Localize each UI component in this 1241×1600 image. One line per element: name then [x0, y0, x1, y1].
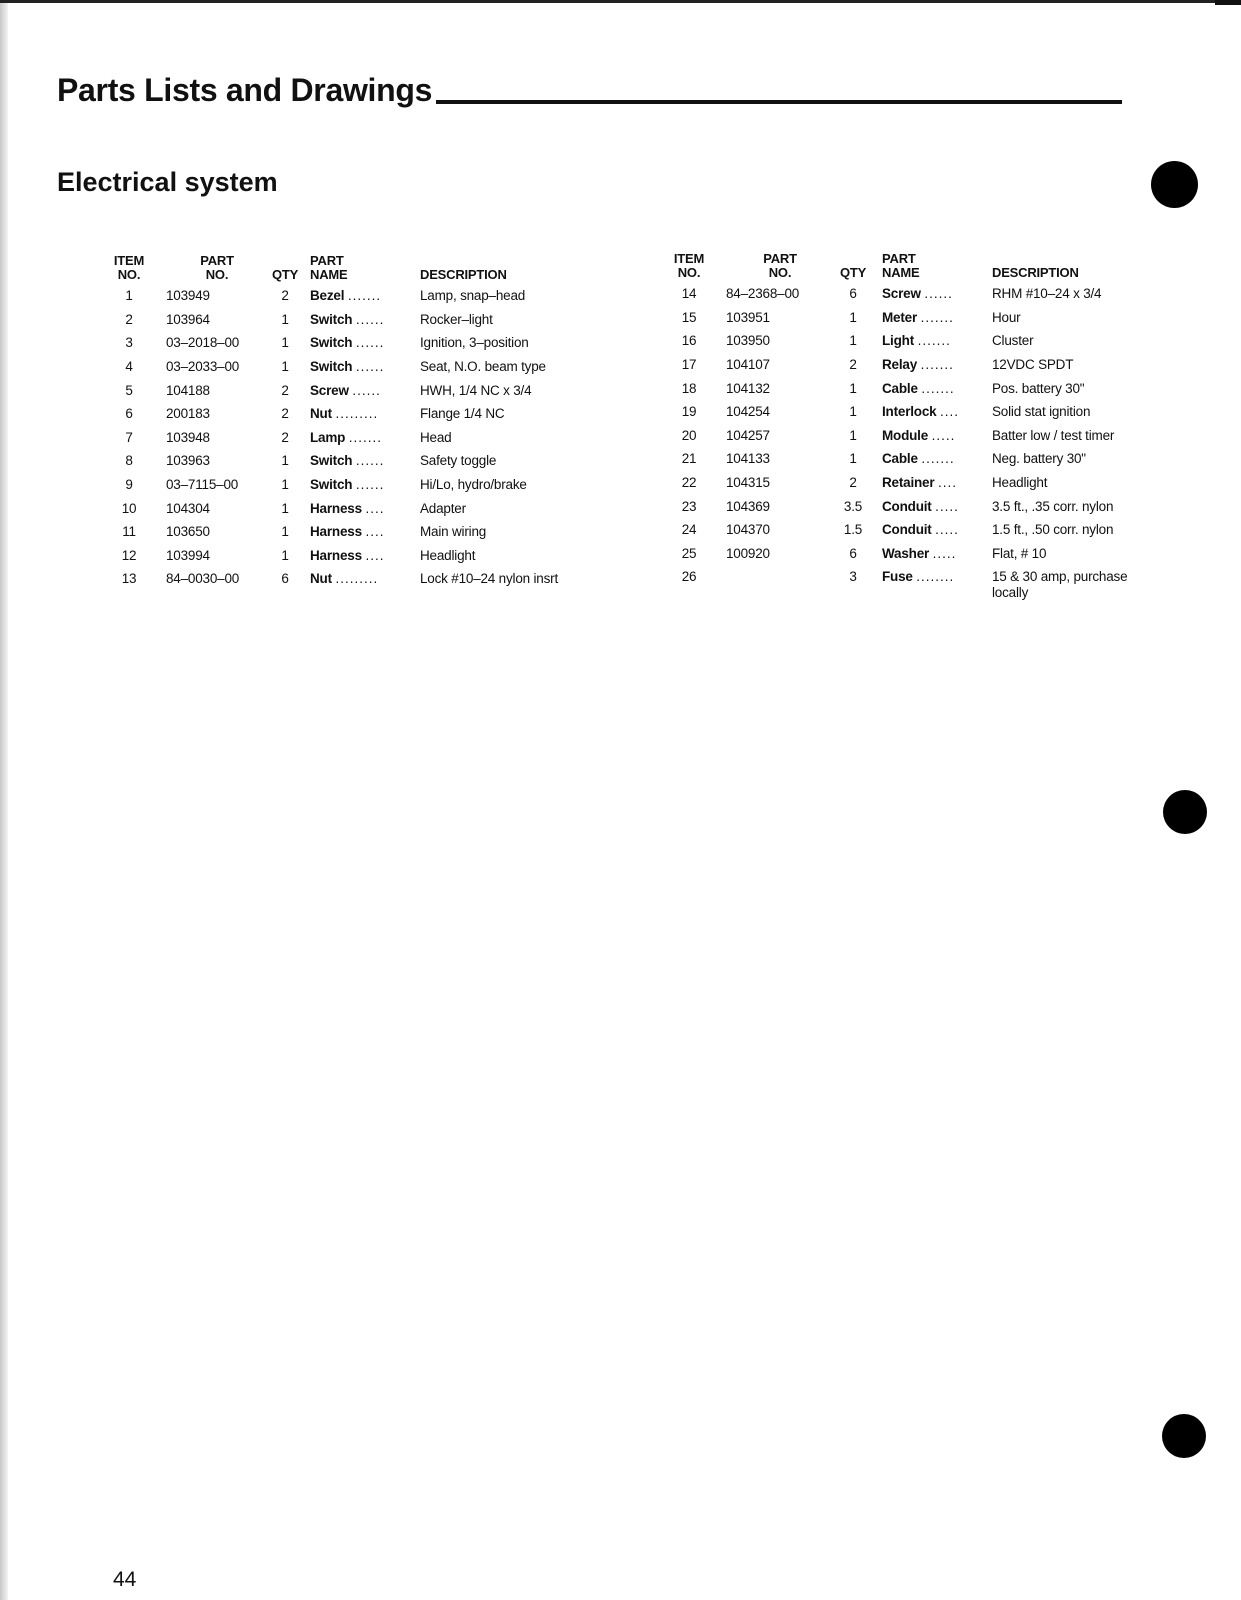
- item-no-cell: 26: [681, 569, 697, 585]
- part-no-cell: 104369: [726, 498, 770, 514]
- part-name-cell: [872, 499, 992, 523]
- part-name: Meter: [882, 309, 918, 325]
- item-no-cell: 17: [681, 357, 697, 373]
- leader-dots: ........: [916, 569, 955, 585]
- part-name-cell: [302, 524, 420, 548]
- qty-cell: 1: [849, 380, 857, 396]
- col-header-part-name: PART NAME: [882, 251, 920, 280]
- description-cell: Hi/Lo, hydro/brake: [420, 477, 527, 493]
- part-name: Switch: [310, 477, 353, 493]
- description-cell: Lock #10–24 nylon insrt: [420, 571, 558, 587]
- col-header-qty: QTY: [839, 264, 867, 280]
- part-name: Switch: [310, 335, 353, 351]
- qty-cell: 1: [281, 500, 289, 516]
- part-name-cell: [302, 406, 420, 430]
- part-no-cell: 104304: [166, 500, 210, 516]
- qty-cell: 1: [281, 359, 289, 375]
- qty-cell: 2: [849, 357, 857, 373]
- leader-dots: .....: [935, 498, 959, 514]
- qty-cell: 3: [849, 569, 857, 585]
- part-name-cell: [872, 546, 992, 570]
- part-no-cell: 103963: [166, 453, 210, 469]
- item-no-cell: 8: [125, 453, 133, 469]
- qty-cell: 2: [281, 406, 289, 422]
- part-name-cell: [872, 428, 992, 452]
- part-name: Retainer: [882, 475, 935, 491]
- part-name: Light: [882, 333, 914, 349]
- part-name-cell: [302, 501, 420, 525]
- parts-table-right: [670, 252, 1152, 600]
- part-no-cell: 103950: [726, 333, 770, 349]
- item-no-cell: 2: [125, 311, 133, 327]
- part-no-cell: 200183: [166, 406, 210, 422]
- part-name-cell: [872, 333, 992, 357]
- table-row: [670, 310, 1152, 334]
- table-row: [670, 546, 1152, 570]
- part-name: Switch: [310, 311, 353, 327]
- table-row: [104, 453, 610, 477]
- page-title-row: [57, 74, 1122, 106]
- part-name: Cable: [882, 451, 918, 467]
- part-name: Module: [882, 427, 929, 443]
- part-no-cell: [708, 569, 834, 600]
- table-row: [104, 430, 610, 454]
- item-no-cell: 10: [121, 500, 137, 516]
- part-name-cell: [302, 453, 420, 477]
- description-cell: Main wiring: [420, 524, 487, 540]
- leader-dots: .......: [917, 333, 951, 349]
- table-row: [104, 501, 610, 525]
- title-rule: [436, 100, 1122, 104]
- leader-dots: ....: [365, 524, 385, 540]
- part-name-cell: [872, 286, 992, 310]
- top-right-mark: [1215, 0, 1241, 5]
- qty-cell: 1: [281, 524, 289, 540]
- table-row: [104, 359, 610, 383]
- table-header-row: [670, 252, 1152, 286]
- description-cell: Adapter: [420, 500, 466, 516]
- part-name-cell: [302, 383, 420, 407]
- part-name-cell: [302, 312, 420, 336]
- leader-dots: .....: [931, 427, 956, 443]
- leader-dots: ....: [365, 547, 385, 563]
- description-cell: Batter low / test timer: [992, 427, 1115, 443]
- qty-cell: 1: [849, 427, 857, 443]
- item-no-cell: 12: [121, 547, 137, 563]
- punch-hole: [1162, 1414, 1206, 1458]
- table-row: [104, 524, 610, 548]
- part-no-cell: 104107: [726, 357, 770, 373]
- description-cell: Hour: [992, 309, 1021, 325]
- leader-dots: .....: [932, 545, 957, 561]
- item-no-cell: 11: [122, 524, 136, 540]
- part-name: Switch: [310, 453, 353, 469]
- description-cell: Flat, # 10: [992, 545, 1047, 561]
- leader-dots: ....: [937, 475, 957, 491]
- item-no-cell: 14: [681, 286, 697, 302]
- item-no-cell: 18: [681, 380, 697, 396]
- item-no-cell: 3: [125, 335, 133, 351]
- description-cell: Headlight: [992, 475, 1048, 491]
- part-no-cell: 84–0030–00: [166, 571, 240, 587]
- part-name: Fuse: [882, 569, 913, 585]
- qty-cell: 1: [281, 335, 289, 351]
- part-name-cell: [302, 359, 420, 383]
- part-no-cell: 103994: [166, 547, 210, 563]
- part-name: Lamp: [310, 429, 346, 445]
- leader-dots: ......: [355, 359, 385, 375]
- table-row: [670, 286, 1152, 310]
- qty-cell: 6: [281, 571, 289, 587]
- leader-dots: .......: [920, 309, 954, 325]
- part-name: Harness: [310, 547, 362, 563]
- col-header-part-no: PART NO.: [763, 251, 797, 280]
- table-row: [670, 381, 1152, 405]
- part-no-cell: 03–2018–00: [166, 335, 240, 351]
- part-no-cell: 104254: [726, 404, 770, 420]
- description-cell: Solid stat ignition: [992, 404, 1091, 420]
- page-edge-shadow: [0, 0, 8, 1600]
- leader-dots: ......: [355, 311, 385, 327]
- item-no-cell: 16: [681, 333, 697, 349]
- table-row: [104, 335, 610, 359]
- item-no-cell: 23: [681, 498, 697, 514]
- part-name: Bezel: [310, 288, 345, 304]
- part-name-cell: [302, 288, 420, 312]
- part-name: Conduit: [882, 522, 932, 538]
- description-cell: Head: [420, 429, 452, 445]
- leader-dots: .......: [920, 357, 954, 373]
- part-name-cell: [302, 571, 420, 595]
- description-cell: Headlight: [420, 547, 476, 563]
- qty-cell: 1: [281, 547, 289, 563]
- part-name-cell: [872, 475, 992, 499]
- part-no-cell: 103951: [726, 309, 770, 325]
- item-no-cell: 24: [681, 522, 697, 538]
- qty-cell: 6: [849, 545, 857, 561]
- col-header-part-no: PART NO.: [200, 253, 234, 282]
- part-name: Conduit: [882, 498, 932, 514]
- qty-cell: 1: [281, 311, 289, 327]
- description-cell: 15 & 30 amp, purchase locally: [992, 569, 1128, 600]
- parts-table-left: [104, 254, 610, 595]
- punch-hole: [1151, 161, 1198, 208]
- item-no-cell: 6: [125, 406, 133, 422]
- qty-cell: 1: [849, 309, 857, 325]
- part-name-cell: [302, 430, 420, 454]
- item-no-cell: 22: [681, 475, 697, 491]
- part-name: Switch: [310, 359, 353, 375]
- part-name-cell: [872, 381, 992, 405]
- leader-dots: ....: [940, 404, 960, 420]
- part-no-cell: 104257: [726, 427, 770, 443]
- description-cell: RHM #10–24 x 3/4: [992, 286, 1102, 302]
- table-row: [104, 477, 610, 501]
- table-row: [104, 312, 610, 336]
- part-no-cell: 104315: [726, 475, 770, 491]
- table-row: [670, 522, 1152, 546]
- part-no-cell: 103949: [166, 288, 210, 304]
- table-row: [670, 569, 1152, 600]
- part-no-cell: 104188: [166, 382, 210, 398]
- item-no-cell: 9: [125, 477, 133, 493]
- part-name-cell: [302, 548, 420, 572]
- item-no-cell: 20: [681, 427, 697, 443]
- table-row: [104, 383, 610, 407]
- part-no-cell: 100920: [726, 545, 770, 561]
- part-no-cell: 104132: [726, 380, 770, 396]
- qty-cell: 3.5: [843, 498, 863, 514]
- part-name: Nut: [310, 571, 332, 587]
- part-name-cell: [872, 357, 992, 381]
- part-name: Harness: [310, 524, 362, 540]
- leader-dots: .......: [921, 451, 955, 467]
- leader-dots: .......: [921, 380, 955, 396]
- description-cell: 1.5 ft., .50 corr. nylon: [992, 522, 1114, 538]
- part-name: Interlock: [882, 404, 937, 420]
- table-row: [670, 404, 1152, 428]
- part-no-cell: 103650: [166, 524, 210, 540]
- leader-dots: ......: [355, 335, 385, 351]
- part-no-cell: 03–2033–00: [166, 359, 240, 375]
- item-no-cell: 7: [125, 429, 133, 445]
- qty-cell: 1: [849, 333, 857, 349]
- qty-cell: 1: [849, 451, 857, 467]
- qty-cell: 2: [281, 382, 289, 398]
- qty-cell: 2: [281, 429, 289, 445]
- part-no-cell: 103964: [166, 311, 210, 327]
- table-row: [670, 357, 1152, 381]
- item-no-cell: 19: [681, 404, 697, 420]
- part-no-cell: 84–2368–00: [726, 286, 800, 302]
- leader-dots: .......: [348, 429, 383, 445]
- description-cell: Pos. battery 30": [992, 380, 1085, 396]
- table-row: [104, 571, 610, 595]
- qty-cell: 1: [281, 453, 289, 469]
- description-cell: HWH, 1/4 NC x 3/4: [420, 382, 532, 398]
- table-row: [104, 548, 610, 572]
- table-row: [670, 475, 1152, 499]
- table-header-row: [104, 254, 610, 288]
- part-name: Cable: [882, 380, 918, 396]
- leader-dots: .........: [335, 406, 379, 422]
- item-no-cell: 25: [681, 545, 697, 561]
- description-cell: Flange 1/4 NC: [420, 406, 505, 422]
- item-no-cell: 21: [681, 451, 697, 467]
- part-name: Harness: [310, 500, 362, 516]
- col-header-description: DESCRIPTION: [992, 264, 1079, 280]
- part-name-cell: [302, 477, 420, 501]
- item-no-cell: 15: [681, 309, 697, 325]
- leader-dots: ......: [355, 477, 385, 493]
- description-cell: Lamp, snap–head: [420, 288, 526, 304]
- col-header-description: DESCRIPTION: [420, 266, 507, 282]
- leader-dots: .......: [347, 288, 382, 304]
- table-row: [670, 499, 1152, 523]
- qty-cell: 1: [281, 477, 289, 493]
- description-cell: 3.5 ft., .35 corr. nylon: [992, 498, 1114, 514]
- page-title: Parts Lists and Drawings: [57, 72, 433, 108]
- part-name-cell: [872, 522, 992, 546]
- item-no-cell: 4: [125, 359, 133, 375]
- description-cell: Ignition, 3–position: [420, 335, 529, 351]
- qty-cell: 1.5: [843, 522, 863, 538]
- qty-cell: 2: [281, 288, 289, 304]
- section-title: Electrical system: [57, 167, 278, 197]
- table-row: [670, 451, 1152, 475]
- leader-dots: ......: [352, 382, 381, 398]
- col-header-item-no: ITEM NO.: [673, 251, 705, 280]
- qty-cell: 6: [849, 286, 857, 302]
- top-edge-line: [0, 0, 1241, 3]
- table-row: [670, 428, 1152, 452]
- qty-cell: 2: [849, 475, 857, 491]
- part-name: Washer: [882, 545, 930, 561]
- description-cell: Cluster: [992, 333, 1034, 349]
- description-cell: Neg. battery 30": [992, 451, 1086, 467]
- part-name: Screw: [882, 286, 921, 302]
- col-header-part-name: PART NAME: [310, 253, 348, 282]
- page-number: 44: [113, 1568, 137, 1591]
- table-row: [104, 406, 610, 430]
- part-no-cell: 104370: [726, 522, 770, 538]
- part-name-cell: [872, 310, 992, 334]
- part-name-cell: [872, 569, 992, 600]
- col-header-item-no: ITEM NO.: [113, 253, 145, 282]
- leader-dots: .....: [935, 522, 959, 538]
- part-no-cell: 104133: [726, 451, 770, 467]
- description-cell: Rocker–light: [420, 311, 493, 327]
- leader-dots: .........: [335, 571, 379, 587]
- table-row: [670, 333, 1152, 357]
- qty-cell: 1: [849, 404, 857, 420]
- part-name-cell: [872, 404, 992, 428]
- table-row: [104, 288, 610, 312]
- description-cell: Seat, N.O. beam type: [420, 359, 546, 375]
- description-cell: 12VDC SPDT: [992, 357, 1074, 373]
- punch-hole: [1163, 790, 1207, 834]
- part-name-cell: [872, 451, 992, 475]
- description-cell: Safety toggle: [420, 453, 497, 469]
- part-no-cell: 103948: [166, 429, 210, 445]
- leader-dots: ....: [365, 500, 385, 516]
- part-name: Relay: [882, 357, 918, 373]
- leader-dots: ......: [924, 286, 953, 302]
- part-name: Screw: [310, 382, 349, 398]
- part-name: Nut: [310, 406, 332, 422]
- col-header-qty: QTY: [271, 266, 299, 282]
- item-no-cell: 5: [125, 382, 133, 398]
- leader-dots: ......: [355, 453, 385, 469]
- part-name-cell: [302, 335, 420, 359]
- item-no-cell: 13: [121, 571, 137, 587]
- item-no-cell: 1: [125, 288, 133, 304]
- part-no-cell: 03–7115–00: [166, 477, 239, 493]
